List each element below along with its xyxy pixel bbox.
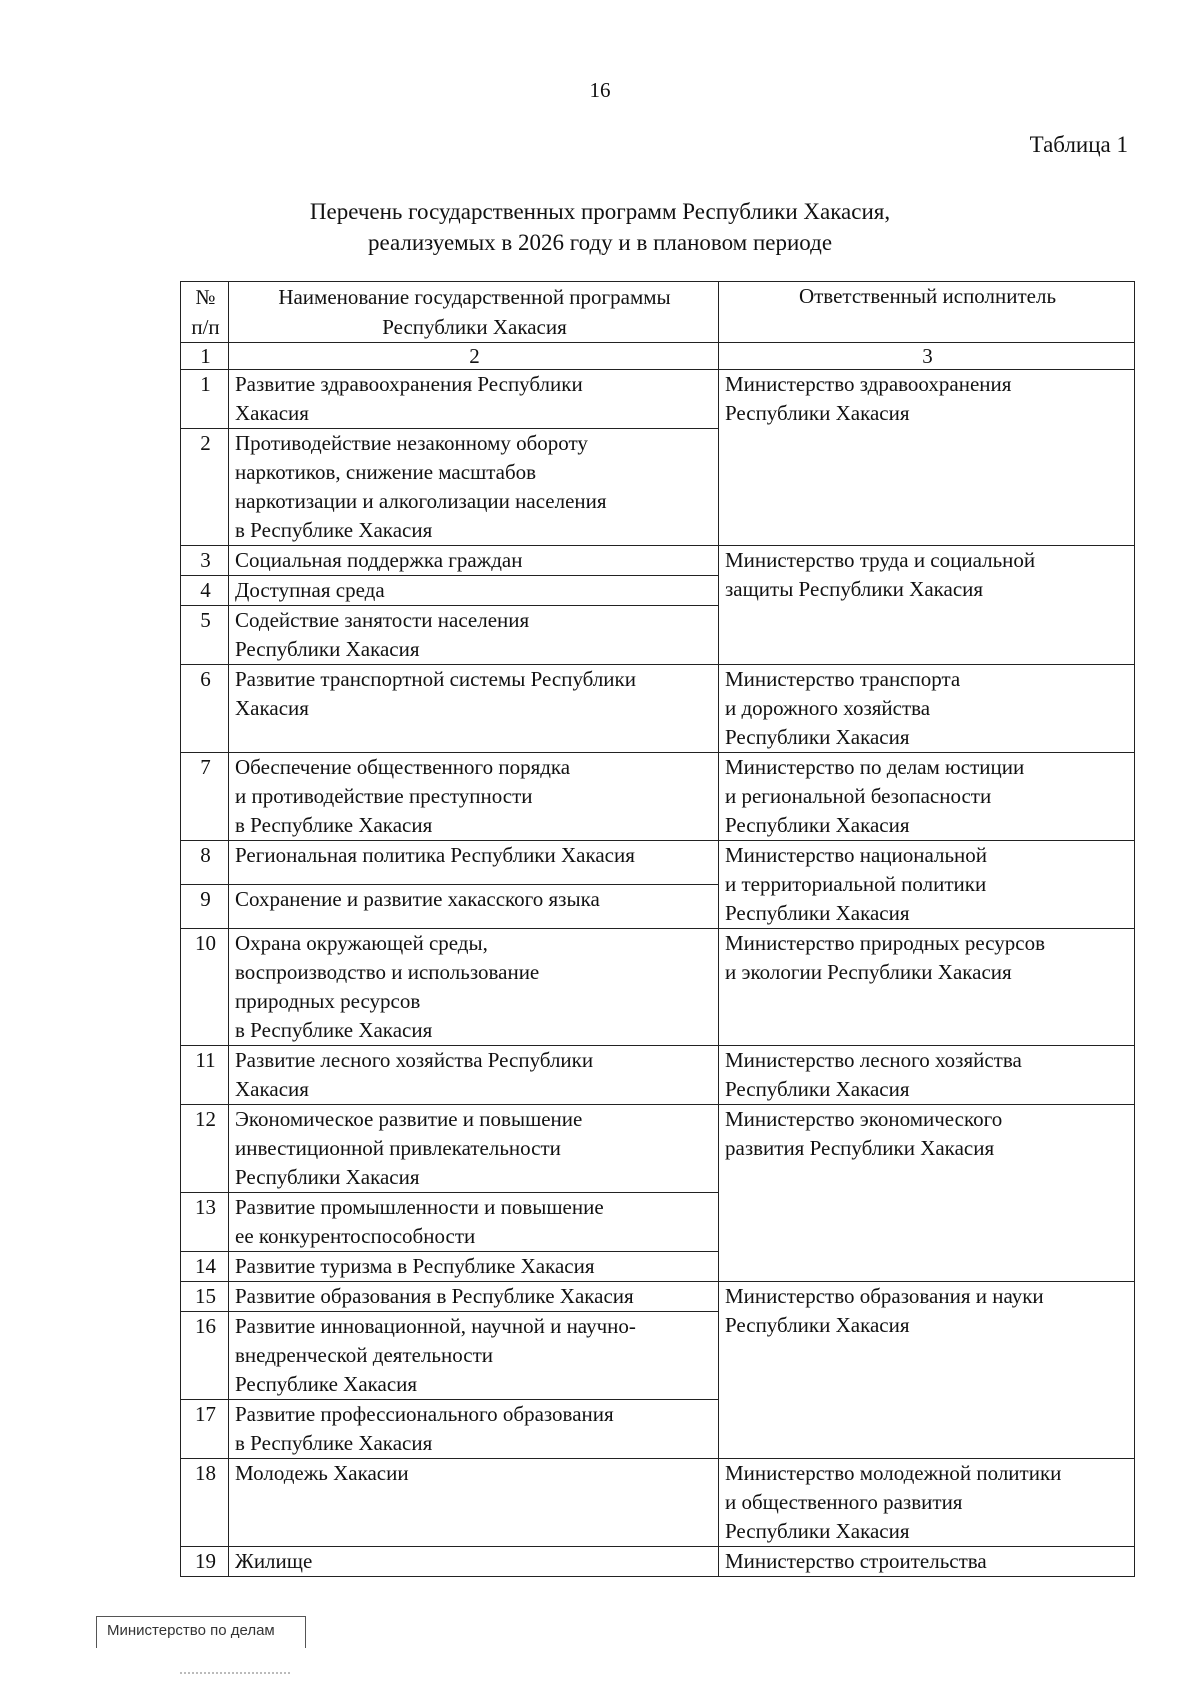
program-name xyxy=(229,606,719,665)
program-name xyxy=(229,1547,719,1577)
cell-line: Республики Хакасия xyxy=(725,401,910,425)
cell-line: и дорожного хозяйства xyxy=(725,696,931,720)
header-name xyxy=(229,282,719,343)
cell-line: в Республике Хакасия xyxy=(235,1018,433,1042)
table-row xyxy=(181,1547,1135,1577)
program-number: 1 xyxy=(181,370,229,429)
program-name xyxy=(229,546,719,576)
column-index: 3 xyxy=(719,343,1135,370)
cell-line: внедренческой деятельности xyxy=(235,1343,494,1367)
cell-line: ее конкурентоспособности xyxy=(235,1224,476,1248)
cell-line: Развитие промышленности и повышение xyxy=(235,1195,604,1219)
cell-line: Министерство труда и социальной xyxy=(725,548,1036,572)
cell-line: Хакасия xyxy=(235,401,309,425)
cell-line: Развитие образования в Республике Хакасия xyxy=(235,1284,634,1308)
cell-line: развития Республики Хакасия xyxy=(725,1136,995,1160)
program-number: 18 xyxy=(181,1459,229,1547)
programs-table xyxy=(180,281,1135,1577)
program-name xyxy=(229,841,719,885)
program-number: 16 xyxy=(181,1312,229,1400)
cell-line: Министерство по делам юстиции xyxy=(725,755,1025,779)
program-name xyxy=(229,370,719,429)
header-num xyxy=(181,282,229,343)
responsible-executor xyxy=(719,665,1135,753)
cell-line: Республики Хакасия xyxy=(725,813,910,837)
program-number: 4 xyxy=(181,576,229,606)
title-line: реализуемых в 2026 году и в плановом периоде xyxy=(367,230,833,255)
table-row xyxy=(181,1282,1135,1312)
header-num-line: п/п xyxy=(191,315,220,339)
cell-line: защиты Республики Хакасия xyxy=(725,577,984,601)
cell-line: Региональная политика Республики Хакасия xyxy=(235,843,635,867)
cell-line: в Республике Хакасия xyxy=(235,1431,433,1455)
cell-line: в Республике Хакасия xyxy=(235,518,433,542)
program-name xyxy=(229,1459,719,1547)
responsible-executor xyxy=(719,753,1135,841)
cell-line: природных ресурсов xyxy=(235,989,421,1013)
responsible-executor xyxy=(719,1282,1135,1459)
cell-line: Сохранение и развитие хакасского языка xyxy=(235,887,600,911)
cell-line: Министерство молодежной политики xyxy=(725,1461,1062,1485)
page-number: 16 xyxy=(589,78,611,102)
cell-line: Министерство лесного хозяйства xyxy=(725,1048,1022,1072)
table-row xyxy=(181,546,1135,576)
cell-line: Республики Хакасия xyxy=(725,901,910,925)
table-row xyxy=(181,841,1135,885)
header-row xyxy=(181,282,1135,343)
program-name xyxy=(229,929,719,1046)
cell-line: Министерство строительства xyxy=(725,1549,987,1573)
cell-line: инвестиционной привлекательности xyxy=(235,1136,561,1160)
table-row xyxy=(181,665,1135,753)
stamp xyxy=(96,1616,306,1648)
cell-line: Министерство здравоохранения xyxy=(725,372,1012,396)
cell-line: Министерство экономического xyxy=(725,1107,1003,1131)
cell-line: Развитие туризма в Республике Хакасия xyxy=(235,1254,595,1278)
program-name xyxy=(229,1312,719,1400)
program-number: 14 xyxy=(181,1252,229,1282)
cell-line: и общественного развития xyxy=(725,1490,963,1514)
responsible-executor xyxy=(719,1547,1135,1577)
program-name xyxy=(229,885,719,929)
cell-line: Министерство образования и науки xyxy=(725,1284,1044,1308)
cell-line: Развитие лесного хозяйства Республики xyxy=(235,1048,594,1072)
cell-line: Республики Хакасия xyxy=(725,725,910,749)
program-number: 15 xyxy=(181,1282,229,1312)
cell-line: Республики Хакасия xyxy=(235,637,420,661)
program-number: 5 xyxy=(181,606,229,665)
column-index: 1 xyxy=(181,343,229,370)
header-name-line: Наименование государственной программы xyxy=(278,285,671,309)
program-number: 13 xyxy=(181,1193,229,1252)
program-name xyxy=(229,1282,719,1312)
program-number: 10 xyxy=(181,929,229,1046)
program-number: 9 xyxy=(181,885,229,929)
program-number: 17 xyxy=(181,1400,229,1459)
cell-line: Министерство национальной xyxy=(725,843,988,867)
table-row xyxy=(181,1459,1135,1547)
table-row xyxy=(181,370,1135,429)
program-number: 3 xyxy=(181,546,229,576)
cell-line: Доступная среда xyxy=(235,578,385,602)
cell-line: Республики Хакасия xyxy=(235,1165,420,1189)
stamp-text: Министерство по делам xyxy=(107,1622,275,1639)
header-executor: Ответственный исполнитель xyxy=(719,282,1135,343)
program-number: 6 xyxy=(181,665,229,753)
program-number: 12 xyxy=(181,1105,229,1193)
cell-line: Молодежь Хакасии xyxy=(235,1461,409,1485)
responsible-executor xyxy=(719,841,1135,929)
cell-line: Экономическое развитие и повышение xyxy=(235,1107,583,1131)
program-name xyxy=(229,1400,719,1459)
cell-line: Содействие занятости населения xyxy=(235,608,530,632)
cell-line: Обеспечение общественного порядка xyxy=(235,755,571,779)
program-number: 19 xyxy=(181,1547,229,1577)
table-row xyxy=(181,929,1135,1046)
responsible-executor xyxy=(719,1105,1135,1282)
responsible-executor xyxy=(719,1046,1135,1105)
responsible-executor xyxy=(719,546,1135,665)
program-name xyxy=(229,1046,719,1105)
column-index-row xyxy=(181,343,1135,370)
cell-line: Республики Хакасия xyxy=(725,1077,910,1101)
cell-line: Развитие профессионального образования xyxy=(235,1402,614,1426)
cell-line: и экологии Республики Хакасия xyxy=(725,960,1012,984)
cell-line: Хакасия xyxy=(235,696,309,720)
cell-line: Республики Хакасия xyxy=(725,1519,910,1543)
header-num-line: № xyxy=(195,285,216,309)
cell-line: Республики Хакасия xyxy=(725,1313,910,1337)
document-title xyxy=(0,196,1200,258)
cell-line: в Республике Хакасия xyxy=(235,813,433,837)
cell-line: Республике Хакасия xyxy=(235,1372,418,1396)
stamp-dots xyxy=(180,1672,290,1674)
program-name xyxy=(229,576,719,606)
cell-line: Развитие транспортной системы Республики xyxy=(235,667,636,691)
cell-line: наркотиков, снижение масштабов xyxy=(235,460,537,484)
cell-line: Жилище xyxy=(235,1549,313,1573)
cell-line: и региональной безопасности xyxy=(725,784,992,808)
program-name xyxy=(229,1105,719,1193)
program-name xyxy=(229,1193,719,1252)
cell-line: Хакасия xyxy=(235,1077,309,1101)
responsible-executor xyxy=(719,1459,1135,1547)
table-row xyxy=(181,1046,1135,1105)
cell-line: наркотизации и алкоголизации населения xyxy=(235,489,607,513)
program-name xyxy=(229,429,719,546)
cell-line: Противодействие незаконному обороту xyxy=(235,431,588,455)
program-name xyxy=(229,753,719,841)
header-name-line: Республики Хакасия xyxy=(382,315,567,339)
cell-line: и противодействие преступности xyxy=(235,784,533,808)
program-number: 2 xyxy=(181,429,229,546)
responsible-executor xyxy=(719,370,1135,546)
table-row xyxy=(181,753,1135,841)
responsible-executor xyxy=(719,929,1135,1046)
program-name xyxy=(229,665,719,753)
cell-line: Министерство транспорта xyxy=(725,667,961,691)
cell-line: Министерство природных ресурсов xyxy=(725,931,1046,955)
table-row xyxy=(181,1105,1135,1193)
cell-line: Развитие здравоохранения Республики xyxy=(235,372,583,396)
cell-line: Развитие инновационной, научной и научно- xyxy=(235,1314,636,1338)
cell-line: Охрана окружающей среды, xyxy=(235,931,488,955)
program-number: 8 xyxy=(181,841,229,885)
program-number: 7 xyxy=(181,753,229,841)
title-line: Перечень государственных программ Республики Хакасия, xyxy=(309,199,891,224)
program-number: 11 xyxy=(181,1046,229,1105)
cell-line: воспроизводство и использование xyxy=(235,960,540,984)
cell-line: и территориальной политики xyxy=(725,872,987,896)
column-index: 2 xyxy=(229,343,719,370)
table-label: Таблица 1 xyxy=(1029,132,1128,157)
cell-line: Социальная поддержка граждан xyxy=(235,548,523,572)
program-name xyxy=(229,1252,719,1282)
